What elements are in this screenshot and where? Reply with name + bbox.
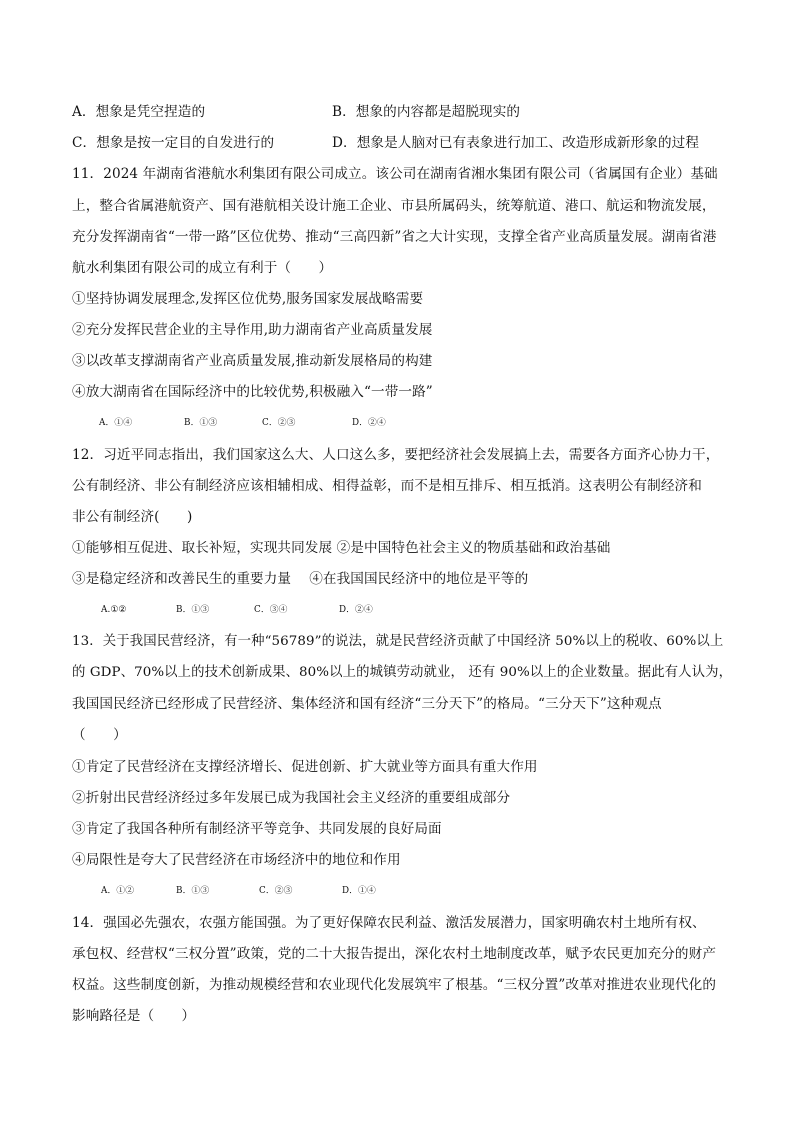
q13-option-a[interactable]: A．①② bbox=[101, 886, 135, 896]
q11-stem-line-3: 充分发挥湖南省“一带一路”区位优势、推动“三高四新”省之大计实现，支撑全省产业高质量发展。湖南省港 bbox=[72, 229, 717, 245]
q11-option-d[interactable]: D．②④ bbox=[352, 418, 386, 428]
q13-stem-line-4: （ ） bbox=[72, 727, 127, 743]
q13-stem-line-3: 我国国民经济已经形成了民营经济、集体经济和国有经济“三分天下”的格局。“三分天下”这种观点 bbox=[72, 696, 662, 712]
q12-option-d[interactable]: D．②④ bbox=[339, 605, 373, 615]
q12-option-b[interactable]: B．①③ bbox=[176, 605, 210, 615]
q11-option-a[interactable]: A．①④ bbox=[99, 418, 133, 428]
q12-items-line-1: ①能够相互促进、取长补短，实现共同发展 ②是中国特色社会主义的物质基础和政治基础 bbox=[72, 540, 611, 556]
q11-stem-line-2: 上，整合省属港航资产、国有港航相关设计施工企业、市县所属码头，统筹航道、港口、航运和物流发展， bbox=[72, 198, 716, 214]
q11-item-4: ④放大湖南省在国际经济中的比较优势,积极融入“一带一路” bbox=[72, 384, 433, 400]
q14-stem-line-2: 承包权、经营权“三权分置”政策，党的二十大报告提出，深化农村土地制度改革，赋予农民更加充分的财产 bbox=[72, 946, 717, 962]
q13-option-b[interactable]: B．①③ bbox=[176, 886, 210, 896]
q11-item-1: ①坚持协调发展理念,发挥区位优势,服务国家发展战略需要 bbox=[72, 291, 424, 307]
q12-items-line-2: ③是稳定经济和改善民生的重要力量 ④在我国国民经济中的地位是平等的 bbox=[72, 571, 529, 587]
q14-stem-line-3: 权益。这些制度创新，为推动规模经营和农业现代化发展筑牢了根基。“三权分置”改革对推进农业现代化的 bbox=[72, 977, 717, 993]
q13-item-2: ②折射出民营经济经过多年发展已成为我国社会主义经济的重要组成部分 bbox=[72, 790, 511, 806]
q13-item-4: ④局限性是夸大了民营经济在市场经济中的地位和作用 bbox=[72, 852, 401, 868]
q10-option-c: C．想象是按一定目的自发进行的 bbox=[72, 135, 275, 151]
q10-option-a: A．想象是凭空捏造的 bbox=[72, 104, 206, 120]
q10-option-b: B．想象的内容都是超脱现实的 bbox=[332, 104, 521, 120]
q13-option-c[interactable]: C．②③ bbox=[259, 886, 293, 896]
q12-option-c[interactable]: C．③④ bbox=[254, 605, 288, 615]
q13-stem-line-2: 的 GDP、70%以上的技术创新成果、80%以上的城镇劳动就业， 还有 90%以上的企业数量。据此有人认为， bbox=[72, 665, 733, 680]
q11-stem-line-1: 11．2024 年湖南省港航水利集团有限公司成立。该公司在湖南省湘水集团有限公司（省属国有企业）基础 bbox=[72, 166, 718, 182]
q12-option-a[interactable]: A.①② bbox=[101, 605, 127, 615]
q11-option-c[interactable]: C．②③ bbox=[262, 418, 296, 428]
q14-stem-line-1: 14．强国必先强农，农强方能国强。为了更好保障农民利益、激活发展潜力，国家明确农村土地所有权、 bbox=[72, 915, 706, 931]
q11-option-b[interactable]: B．①③ bbox=[184, 418, 218, 428]
q11-stem-line-4: 航水利集团有限公司的成立有利于（ ） bbox=[72, 260, 333, 276]
q14-stem-line-4: 影响路径是（ ） bbox=[72, 1008, 196, 1024]
q11-item-2: ②充分发挥民营企业的主导作用,助力湖南省产业高质量发展 bbox=[72, 322, 433, 338]
q11-item-3: ③以改革支撑湖南省产业高质量发展,推动新发展格局的构建 bbox=[72, 353, 433, 369]
q10-option-d: D．想象是人脑对已有表象进行加工、改造形成新形象的过程 bbox=[332, 135, 700, 151]
q12-stem-line-3: 非公有制经济( ) bbox=[72, 509, 193, 525]
q13-item-3: ③肯定了我国各种所有制经济平等竞争、共同发展的良好局面 bbox=[72, 821, 442, 837]
q13-item-1: ①肯定了民营经济在支撑经济增长、促进创新、扩大就业等方面具有重大作用 bbox=[72, 759, 538, 775]
q13-option-d[interactable]: D．①④ bbox=[342, 886, 376, 896]
q12-stem-line-1: 12．习近平同志指出，我们国家这么大、人口这么多，要把经济社会发展搞上去，需要各方面齐心协力干， bbox=[72, 447, 720, 463]
q12-stem-line-2: 公有制经济、非公有制经济应该相辅相成、相得益彰，而不是相互排斥、相互抵消。这表明公有制经济和 bbox=[72, 478, 702, 494]
q13-stem-line-1: 13．关于我国民营经济，有一种“56789”的说法，就是民营经济贡献了中国经济 50%以上的税收、60%以上 bbox=[72, 634, 724, 649]
